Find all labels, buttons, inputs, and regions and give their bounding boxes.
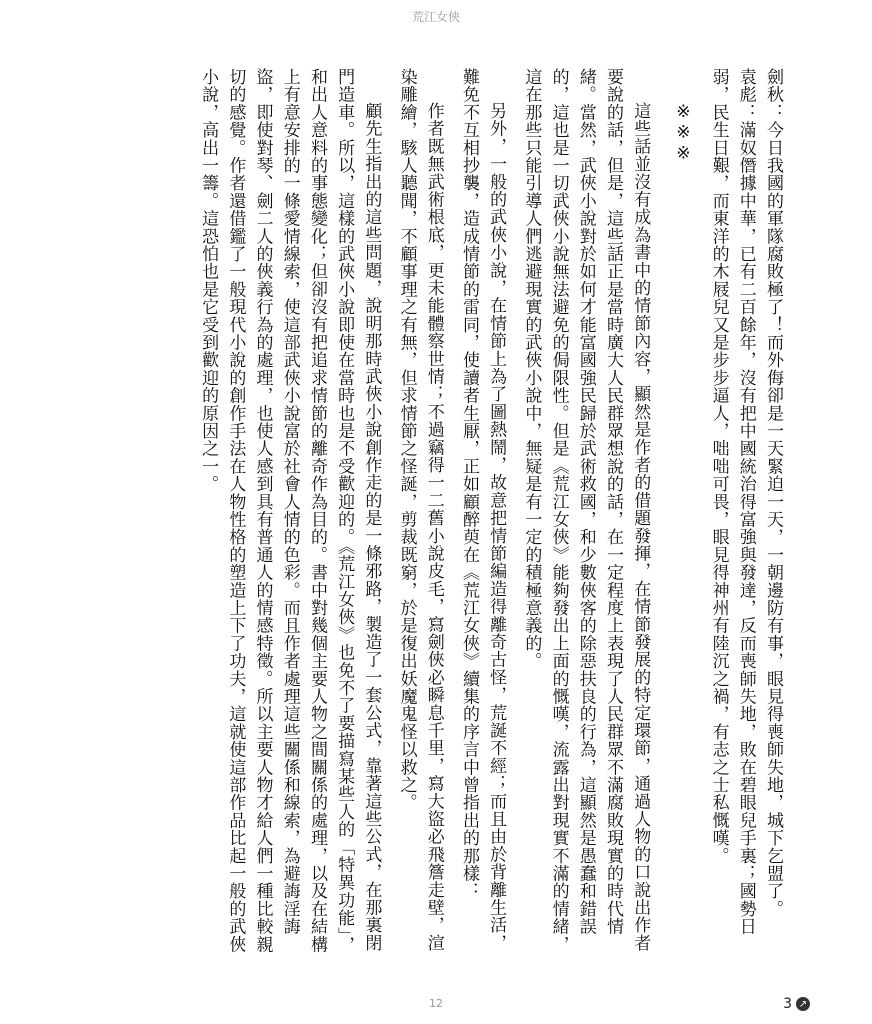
spacer bbox=[509, 68, 517, 958]
spacer bbox=[653, 68, 661, 958]
section-separator: ※※※ bbox=[673, 102, 694, 165]
block-quote: 作者既無武術根底，更未能體察世情；不過竊得一二舊小說皮毛，寫劍俠必瞬息千里，寫大盜必飛簷走壁，渲染雕繪，駭人聽聞，不顧事理之有無，但求情節之怪誕，剪裁既窮，於是復出妖魔鬼怪以救之。 bbox=[396, 68, 444, 952]
corner-page-indicator[interactable] bbox=[783, 996, 810, 1012]
page-number: 12 bbox=[429, 997, 443, 1010]
dialog-jianqiu: 劍秋：今日我國的軍隊腐敗極了！而外侮卻是一天緊迫一天，一朝邊防有事，眼見得喪師失地，城下乞盟了。 bbox=[763, 68, 783, 918]
corner-number: 3 bbox=[783, 996, 792, 1012]
paragraph-commentary: 這些話並沒有成為書中的情節內容，顯然是作者的借題發揮，在情節發展的特定環節，通過人物的口說出作者要說的話，但是，這些話正是當時廣大人民群眾想說的話，在一定程度上表現了人民群眾不滿腐敗現實的時代情緒。當然，武俠小說對於如何才能富國強民歸於武術救國，和少數俠客的除惡扶良的行為，這顯然是愚蠢和錯誤的，這也是一切武俠小說無法避免的侷限性。但是《荒江女俠》能夠發出上面的慨嘆，流露出對現實不滿的情緒，這在那些只能引導人們逃避現實的武俠小說中，無疑是有一定的積極意義的。 bbox=[521, 68, 651, 953]
arrow-up-right-icon[interactable]: ↗ bbox=[796, 997, 810, 1011]
header-title: 荒江女俠 bbox=[411, 10, 460, 24]
dialog-yuanbiao: 袁彪：滿奴僭據中華，已有二百餘年，沒有把中國統治得富強與發達，反而喪師失地，敗在碧眼兒手裏；國勢日弱，民生日艱，而東洋的木屐兒又是步步逼人，咄咄可畏，眼見得神州有陸沉之禍，有志之士私慨嘆。 bbox=[708, 68, 756, 936]
paragraph-conclusion: 顧先生指出的這些問題，說明那時武俠小說創作走的是一條邪路，製造了一套公式，靠著這些公式，在那裏閉門造車。所以，這樣的武俠小說即使在當時也是不受歡迎的。《荒江女俠》也免不了要描寫某些人的「特異功能」，和出人意料的事態變化；但卻沒有把追求情節的離奇作為目的。書中對幾個主要人物之間關係的處理，以及在結構上有意安排的一條愛情線索，使這部武俠小說富於社會人情的色彩。而且作者處理這些關係和線索，為避誨淫誨盜，即使對琴、劍二人的俠義行為的處理，也使人感到具有普通人的情感特徵。所以主要人物才給人們一種比較親切的感覺。作者還借鑑了一般現代小說的創作手法在人物性格的塑造上下了功夫，這就使這部作品比起一般的武俠小說，高出一籌。這恐怕也是它受到歡迎的原因之一。 bbox=[198, 68, 382, 954]
paragraph-plot: 另外，一般的武俠小說，在情節上為了圖熱鬧，故意把情節編造得離奇古怪，荒誕不經；而且由於背離生活，難免不互相抄襲，造成情節的雷同，使讀者生厭，正如顧醉萸在《荒江女俠》續集的序言中曾指出的那樣： bbox=[458, 68, 507, 952]
vertical-text-body bbox=[194, 68, 786, 958]
spacer bbox=[696, 68, 704, 958]
spacer bbox=[384, 68, 392, 958]
spacer bbox=[447, 68, 455, 958]
